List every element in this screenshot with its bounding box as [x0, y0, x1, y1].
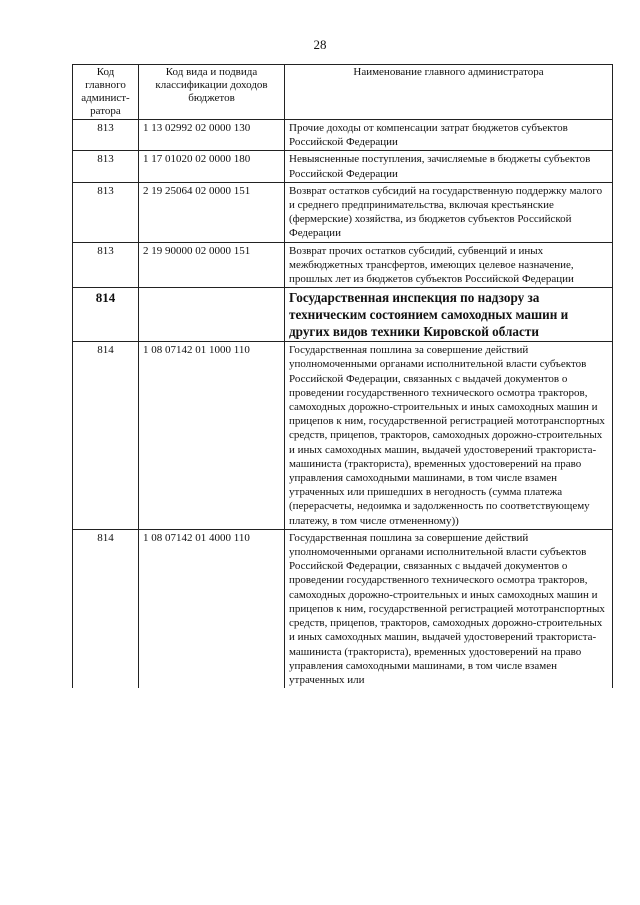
classification-code-cell: 1 08 07142 01 4000 110	[139, 529, 285, 688]
table-row	[73, 342, 613, 530]
administrator-title-cell: Государственная инспекция по надзору за техническим состоянием самоходных машин и других видов техники Кировской области	[285, 288, 613, 342]
revenue-administrators-table	[72, 64, 613, 688]
administrator-name-cell: Невыясненные поступления, зачисляемые в бюджеты субъектов Российской Федерации	[285, 151, 613, 182]
classification-code-cell: 1 17 01020 02 0000 180	[139, 151, 285, 182]
header-admin-code: Код главного админист-ратора	[73, 65, 139, 120]
admin-code-cell: 813	[73, 242, 139, 288]
classification-code-cell: 2 19 25064 02 0000 151	[139, 182, 285, 242]
classification-code-cell: 1 13 02992 02 0000 130	[139, 120, 285, 151]
table-row	[73, 182, 613, 242]
administrator-name-cell: Государственная пошлина за совершение действий уполномоченными органами исполнительной власти субъектов Российской Федерации, связанных с выдачей документов о проведении государственного технического осмотра тракторов, самоходных дорожно-строительных и иных самоходных машин и прицепов к ним, государственной регистрацией мототранспортных средств, прицепов, тракторов, самоходных дорожно-строительных и иных самоходных машин, выдачей удостоверений тракториста-машиниста (тракториста), временных удостоверений на право управления самоходными машинами, в том числе взамен утраченных или	[285, 529, 613, 688]
classification-code-cell: 1 08 07142 01 1000 110	[139, 342, 285, 530]
admin-code-cell: 813	[73, 151, 139, 182]
administrator-name-cell: Государственная пошлина за совершение действий уполномоченными органами исполнительной власти субъектов Российской Федерации, связанных с выдачей документов о проведении государственного технического осмотра тракторов, самоходных дорожно-строительных и иных самоходных машин и прицепов к ним, государственной регистрацией мототранспортных средств, прицепов, тракторов, самоходных дорожно-строительных и иных самоходных машин, выдачей удостоверений тракториста-машиниста (тракториста), временных удостоверений на право управления самоходными машинами, в том числе взамен утраченных или пришедших в негодность (сумма платежа (перерасчеты, недоимка и задолженность по соответствующему платежу, в том числе отмененному))	[285, 342, 613, 530]
header-administrator-name: Наименование главного администратора	[285, 65, 613, 120]
header-classification-code: Код вида и подвида классификации доходов бюджетов	[139, 65, 285, 120]
admin-code-cell: 814	[73, 342, 139, 530]
table-row	[73, 120, 613, 151]
classification-code-cell	[139, 288, 285, 342]
administrator-name-cell: Прочие доходы от компенсации затрат бюджетов субъектов Российской Федерации	[285, 120, 613, 151]
table-row	[73, 242, 613, 288]
table-header-row	[73, 65, 613, 120]
admin-code-cell: 813	[73, 120, 139, 151]
administrator-name-cell: Возврат прочих остатков субсидий, субвенций и иных межбюджетных трансфертов, имеющих целевое назначение, прошлых лет из бюджетов субъектов Российской Федерации	[285, 242, 613, 288]
table-row	[73, 529, 613, 688]
classification-code-cell: 2 19 90000 02 0000 151	[139, 242, 285, 288]
administrator-group-row	[73, 288, 613, 342]
administrator-name-cell: Возврат остатков субсидий на государственную поддержку малого и среднего предпринимательства, включая крестьянские (фермерские) хозяйства, из бюджетов субъектов Российской Федерации	[285, 182, 613, 242]
admin-code-cell: 813	[73, 182, 139, 242]
page-number: 28	[313, 37, 327, 52]
admin-code-cell: 814	[73, 288, 139, 342]
admin-code-cell: 814	[73, 529, 139, 688]
table-row	[73, 151, 613, 182]
